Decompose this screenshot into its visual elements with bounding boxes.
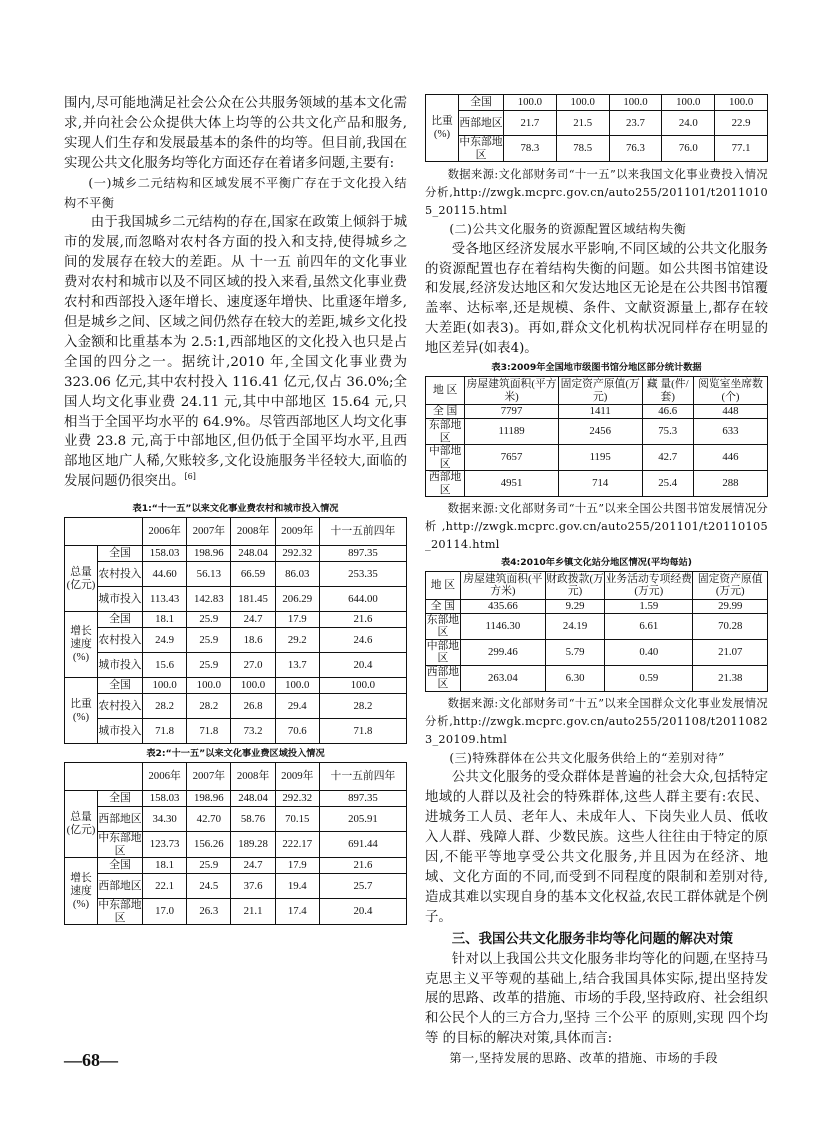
table-cell: 158.03: [143, 546, 187, 562]
table-row: [65, 612, 407, 628]
table-cell: 18.1: [143, 858, 187, 874]
table-cell: 1195: [558, 445, 642, 471]
column-header: 十一五前四年: [319, 518, 406, 546]
table-header-row: [65, 763, 407, 791]
row-label: 城市投入: [98, 719, 143, 744]
table-cell: 25.7: [319, 874, 406, 899]
row-label: 农村投入: [98, 628, 143, 653]
column-header: 阅览室坐席数(个): [693, 377, 767, 405]
table-cell: 44.60: [143, 562, 187, 587]
table-cell: 644.00: [319, 587, 406, 612]
table-cell: 4951: [465, 471, 559, 497]
table-2-continued: [425, 94, 768, 162]
table-cell: 42.70: [187, 807, 231, 832]
subheading: (三)特殊群体在公共文化服务供给上的“差别对待”: [449, 750, 725, 765]
table-cell: 37.6: [231, 874, 275, 899]
table-cell: 100.0: [143, 678, 187, 694]
table-cell: 253.35: [319, 562, 406, 587]
table-cell: 0.59: [605, 665, 693, 691]
row-label: 东部地区: [426, 613, 460, 639]
table-row: [65, 719, 407, 744]
table-row: [426, 95, 768, 111]
table-cell: 29.4: [275, 694, 319, 719]
row-label: 中东部地区: [98, 899, 142, 924]
table-cell: 26.8: [231, 694, 275, 719]
table-row: [65, 899, 407, 925]
table-cell: 158.03: [143, 791, 187, 807]
data-source-note: 数据来源:文化部财务司“十五”以来全国公共图书馆发展情况分析,http://zwgk.mcprc.gov.cn/auto255/201101/t20110105_20114.html: [425, 502, 768, 551]
table-cell: 7797: [465, 405, 559, 419]
column-header: 财政拨款(万元): [546, 572, 604, 598]
table-cell: 299.46: [460, 639, 545, 665]
table-cell: 9.29: [545, 599, 604, 613]
table-cell: 205.91: [319, 807, 406, 832]
data-source-note: 数据来源:文化部财务司“十五”以来全国群众文化事业发展情况分析,http://zwgk.mcprc.gov.cn/auto255/201108/t20110823_20109.html: [425, 696, 768, 746]
table-2: [64, 762, 407, 925]
table-cell: 156.26: [187, 832, 231, 858]
table-cell: 100.0: [504, 95, 557, 111]
table-cell: 21.07: [693, 639, 768, 665]
table-cell: 29.2: [275, 628, 319, 653]
column-header: 藏 量(件/套): [642, 377, 693, 405]
paragraph-text: 由于我国城乡二元结构的存在,国家在政策上倾斜于城市的发展,而忽略对农村各方面的投入和支持,使得城乡之间的发展存在较大的差距。从 十一五 前四年的文化事业费对农村和城市以及不同区域的投入来看,虽然文化事业费农村和西部投入逐年增长、速度逐年增快、比重逐年增多,但是城乡之间、区域之间仍然存在较大的差距,城乡文化投入金额和比重基本为 2.5:1,西部地区的文化投入也只是占全国的四分之一。据统计,2010 年,全国文化事业费为 323.06 亿元,其中农村投入 116.41 亿元,仅占 36.0%;全国人均文化事业费 24.11 元,其中中部地区 15.64 元,只相当于全国平均水平的 64.9%。尽管西部地区人均文化事业费 23.8 元,高于中部地区,但仍低于全国平均水平,且西部地区地广人稀,欠账较多,文化设施服务半径较大,面临的发展问题仍很突出。: [64, 215, 407, 490]
row-group-label: 总量(亿元): [65, 546, 98, 612]
table-cell: 22.9: [715, 111, 768, 136]
table-cell: 17.0: [143, 899, 187, 925]
subheading: (一)城乡二元结构和区域发展不平衡广存在于文化投入结构不平衡: [64, 175, 407, 210]
row-label: 全国: [98, 612, 143, 628]
table-row: [65, 694, 407, 719]
table-4: [425, 571, 768, 692]
table-cell: 6.61: [605, 613, 693, 639]
table-cell: 100.0: [609, 95, 662, 111]
table-row: [426, 599, 768, 613]
row-label: 东部地区: [426, 419, 465, 445]
table-cell: 42.7: [642, 445, 693, 471]
table-row: [426, 471, 768, 497]
table-cell: 17.4: [275, 899, 319, 925]
table-cell: 66.59: [231, 562, 275, 587]
table-row: [426, 445, 768, 471]
table-cell: 1411: [558, 405, 642, 419]
table-cell: 24.6: [319, 628, 406, 653]
row-label: 西部地区: [426, 665, 460, 691]
table-cell: 24.5: [187, 874, 231, 899]
table-cell: 189.28: [231, 832, 275, 858]
table-cell: 29.99: [693, 599, 768, 613]
right-column: [425, 94, 768, 1069]
table-cell: 25.9: [187, 653, 231, 678]
table-cell: 19.4: [275, 874, 319, 899]
table-row: [426, 405, 768, 419]
table-cell: 633: [693, 419, 767, 445]
table-row: [426, 111, 768, 136]
row-label: 农村投入: [98, 694, 143, 719]
table-row: [65, 562, 407, 587]
column-header: 2009年: [275, 518, 319, 546]
table-cell: 1146.30: [460, 613, 545, 639]
column-header: 2007年: [187, 763, 231, 791]
table-cell: 21.7: [504, 111, 557, 136]
table-cell: 13.7: [275, 653, 319, 678]
row-label: 全国: [459, 95, 504, 111]
table-cell: 5.79: [545, 639, 604, 665]
table-caption: 表2:“十一五”以来文化事业费区域投入情况: [146, 748, 325, 760]
table-cell: 70.15: [275, 807, 319, 832]
table-cell: 24.19: [545, 613, 604, 639]
column-header: 2008年: [231, 763, 275, 791]
table-cell: 21.1: [231, 899, 275, 925]
paragraph: 公共文化服务的受众群体是普遍的社会大众,包括特定地域的人群以及社会的特殊群体,这些人群主要有:农民、进城务工人员、老年人、未成年人、下岗失业人员、低收入人群、残障人群、少数民族。这些人往往由于特定的原因,不能平等地享受公共文化服务,并且因为在经济、地域、文化方面的不同,而受到不同程度的限制和差别对待,造成其难以实现自身的基本文化权益,农民工群体就是个例子。: [425, 770, 768, 925]
table-row: [65, 791, 407, 807]
row-label: 西部地区: [98, 874, 143, 899]
data-source-note: 数据来源:文化部财务司“十一五”以来我国文化事业费投入情况分析,http://zwgk.mcprc.gov.cn/auto255/201101/t20110105_20115.html: [425, 168, 768, 217]
table-row: [65, 874, 407, 899]
table-cell: 222.17: [275, 832, 319, 858]
table-cell: 24.7: [231, 612, 275, 628]
table-cell: 248.04: [231, 546, 275, 562]
table-row: [65, 546, 407, 562]
table-corner-cell: [65, 763, 143, 791]
left-column: [64, 94, 407, 925]
row-label: 农村投入: [98, 562, 143, 587]
paragraph: 针对以上我国公共文化服务非均等化的问题,在坚持马克思主义平等观的基础上,结合我国具体实际,提出坚持发展的思路、改革的措施、市场的手段,坚持政府、社会组织和公民个人的三方合力,坚持 三个公平 的原则,实现 四个均等 的目标的解决对策,具体而言:: [425, 951, 768, 1047]
table-cell: 11189: [465, 419, 559, 445]
table-cell: 23.7: [609, 111, 662, 136]
table-cell: 288: [693, 471, 767, 497]
table-cell: 76.3: [609, 136, 662, 162]
paragraph: 围内,尽可能地满足社会公众在公共服务领域的基本文化需求,并向社会公众提供大体上均等的公共文化产品和服务,实现人们生存和发展最基本的条件的均等。但目前,我国在实现公共文化服务均等化方面还存在着诸多问题,主要有:: [64, 96, 407, 171]
column-header: 地 区: [426, 377, 465, 405]
table-cell: 100.0: [275, 678, 319, 694]
table-cell: 691.44: [319, 832, 406, 858]
table-cell: 78.5: [556, 136, 609, 162]
column-header: 固定资产原值(万元): [693, 571, 768, 599]
table-cell: 446: [693, 445, 767, 471]
row-group-label: 比重(%): [65, 678, 98, 744]
table-cell: 897.35: [319, 791, 406, 807]
table-row: [65, 628, 407, 653]
table-cell: 100.0: [231, 678, 275, 694]
table-cell: 70.28: [693, 613, 768, 639]
table-cell: 71.8: [143, 719, 187, 744]
paragraph: 第一,坚持发展的思路、改革的措施、市场的手段: [449, 1051, 719, 1066]
table-cell: 76.0: [662, 136, 715, 162]
table-cell: 100.0: [556, 95, 609, 111]
table-cell: 248.04: [231, 791, 275, 807]
table-cell: 26.3: [187, 899, 231, 925]
subheading: (二)公共文化服务的资源配置区域结构失衡: [449, 221, 687, 236]
table-header-row: [426, 377, 768, 405]
row-label: 全国: [98, 678, 143, 694]
table-cell: 18.1: [143, 612, 187, 628]
table-cell: 714: [558, 471, 642, 497]
table-cell: 25.9: [187, 628, 231, 653]
row-label: 中东部地区: [98, 832, 142, 857]
reference-mark: [6]: [184, 472, 196, 482]
column-header: 2006年: [143, 763, 187, 791]
table-cell: 100.0: [319, 678, 406, 694]
table-cell: 0.40: [605, 639, 693, 665]
row-group-label: 总量(亿元): [65, 791, 98, 858]
table-row: [65, 832, 407, 858]
table-header-row: [65, 518, 407, 546]
row-group-label: 增长速度(%): [65, 858, 98, 925]
table-1: [64, 517, 407, 744]
table-cell: 1.59: [605, 599, 693, 613]
table-cell: 25.4: [642, 471, 693, 497]
table-cell: 17.9: [275, 612, 319, 628]
table-cell: 27.0: [231, 653, 275, 678]
row-label: 全国: [98, 791, 143, 807]
table-cell: 2456: [558, 419, 642, 445]
row-label: 全国: [98, 546, 143, 562]
table-cell: 181.45: [231, 587, 275, 612]
row-label: 中东部地区: [459, 136, 503, 161]
table-cell: 20.4: [319, 653, 406, 678]
table-cell: 100.0: [715, 95, 768, 111]
table-cell: 21.5: [556, 111, 609, 136]
row-label: 城市投入: [98, 587, 143, 612]
table-cell: 24.7: [231, 858, 275, 874]
table-row: [65, 858, 407, 874]
table-cell: 198.96: [187, 546, 231, 562]
table-cell: 142.83: [187, 587, 231, 612]
column-header: 2007年: [187, 518, 231, 546]
table-cell: 71.8: [319, 719, 406, 744]
table-cell: 70.6: [275, 719, 319, 744]
table-cell: 17.9: [275, 858, 319, 874]
table-cell: 20.4: [319, 899, 406, 925]
table-cell: 73.2: [231, 719, 275, 744]
table-row: [65, 653, 407, 678]
column-header: 地 区: [426, 571, 461, 599]
row-label: 西部地区: [98, 807, 143, 832]
row-group-label: 增长速度(%): [65, 612, 98, 678]
table-cell: 292.32: [275, 546, 319, 562]
table-cell: 86.03: [275, 562, 319, 587]
row-label: 中部地区: [426, 639, 460, 665]
row-label: 全 国: [426, 405, 465, 419]
table-corner-cell: [65, 518, 143, 546]
table-caption: 表1:“十一五”以来文化事业费农村和城市投入情况: [132, 503, 339, 515]
table-cell: 25.9: [187, 858, 231, 874]
table-cell: 75.3: [642, 419, 693, 445]
row-label: 西部地区: [426, 471, 465, 497]
table-cell: 897.35: [319, 546, 406, 562]
table-cell: 113.43: [143, 587, 187, 612]
table-cell: 28.2: [143, 694, 187, 719]
table-cell: 123.73: [143, 832, 187, 858]
table-cell: 198.96: [187, 791, 231, 807]
column-header: 2009年: [275, 763, 319, 791]
page-number: —68—: [64, 1050, 118, 1070]
table-cell: 21.6: [319, 858, 406, 874]
table-cell: 6.30: [545, 665, 604, 691]
row-label: 中部地区: [426, 445, 465, 471]
table-cell: 21.38: [693, 665, 768, 691]
column-header: 固定资产原值(万元): [558, 377, 642, 405]
table-cell: 56.13: [187, 562, 231, 587]
column-header: 房屋建筑面积(平方米): [466, 378, 557, 403]
column-header: 业务活动专项经费(万元): [605, 572, 692, 598]
table-3: [425, 376, 768, 497]
table-row: [65, 807, 407, 832]
table-cell: 206.29: [275, 587, 319, 612]
table-row: [65, 678, 407, 694]
table-header-row: [426, 571, 768, 599]
table-cell: 24.9: [143, 628, 187, 653]
table-cell: 71.8: [187, 719, 231, 744]
paragraph: [64, 213, 407, 492]
table-cell: 58.76: [231, 807, 275, 832]
table-cell: 292.32: [275, 791, 319, 807]
paragraph: 受各地区经济发展水平影响,不同区域的公共文化服务的资源配置也存在着结构失衡的问题。如公共图书馆建设和发展,经济发达地区和欠发达地区无论是在公共图书馆覆盖率、达标率,还是规模、条件、文献资源量上,都存在较大差距(如表3)。再如,群众文化机构状况同样存在明显的地区差异(如表4)。: [425, 241, 768, 357]
table-cell: 435.66: [460, 599, 545, 613]
table-row: [65, 587, 407, 612]
table-cell: 28.2: [187, 694, 231, 719]
column-header: 2006年: [143, 518, 187, 546]
table-caption: 表4:2010年乡镇文化站分地区情况(平均每站): [500, 556, 693, 568]
section-heading: 三、我国公共文化服务非均等化问题的解决对策: [451, 931, 733, 947]
table-caption: 表3:2009年全国地市级图书馆分地区部分统计数据: [491, 362, 702, 374]
table-row: [426, 665, 768, 691]
table-cell: 24.0: [662, 111, 715, 136]
table-cell: 448: [693, 405, 767, 419]
table-row: [426, 639, 768, 665]
table-cell: 34.30: [143, 807, 187, 832]
table-cell: 78.3: [504, 136, 557, 162]
column-header: 房屋建筑面积(平方米): [460, 571, 545, 599]
row-label: 西部地区: [459, 111, 504, 136]
table-row: [426, 419, 768, 445]
table-row: [426, 613, 768, 639]
table-cell: 22.1: [143, 874, 187, 899]
row-group-label: 比重(%): [426, 95, 459, 162]
column-header: 十一五前四年: [319, 763, 406, 791]
table-cell: 15.6: [143, 653, 187, 678]
table-cell: 18.6: [231, 628, 275, 653]
table-cell: 28.2: [319, 694, 406, 719]
column-header: 2008年: [231, 518, 275, 546]
row-label: 全国: [98, 858, 143, 874]
table-cell: 46.6: [642, 405, 693, 419]
table-cell: 263.04: [460, 665, 545, 691]
row-label: 城市投入: [98, 653, 143, 678]
row-label: 全 国: [426, 599, 461, 613]
table-cell: 77.1: [715, 136, 768, 162]
table-cell: 21.6: [319, 612, 406, 628]
table-cell: 100.0: [662, 95, 715, 111]
table-cell: 100.0: [187, 678, 231, 694]
table-cell: 7657: [465, 445, 559, 471]
table-row: [426, 136, 768, 162]
table-cell: 25.9: [187, 612, 231, 628]
